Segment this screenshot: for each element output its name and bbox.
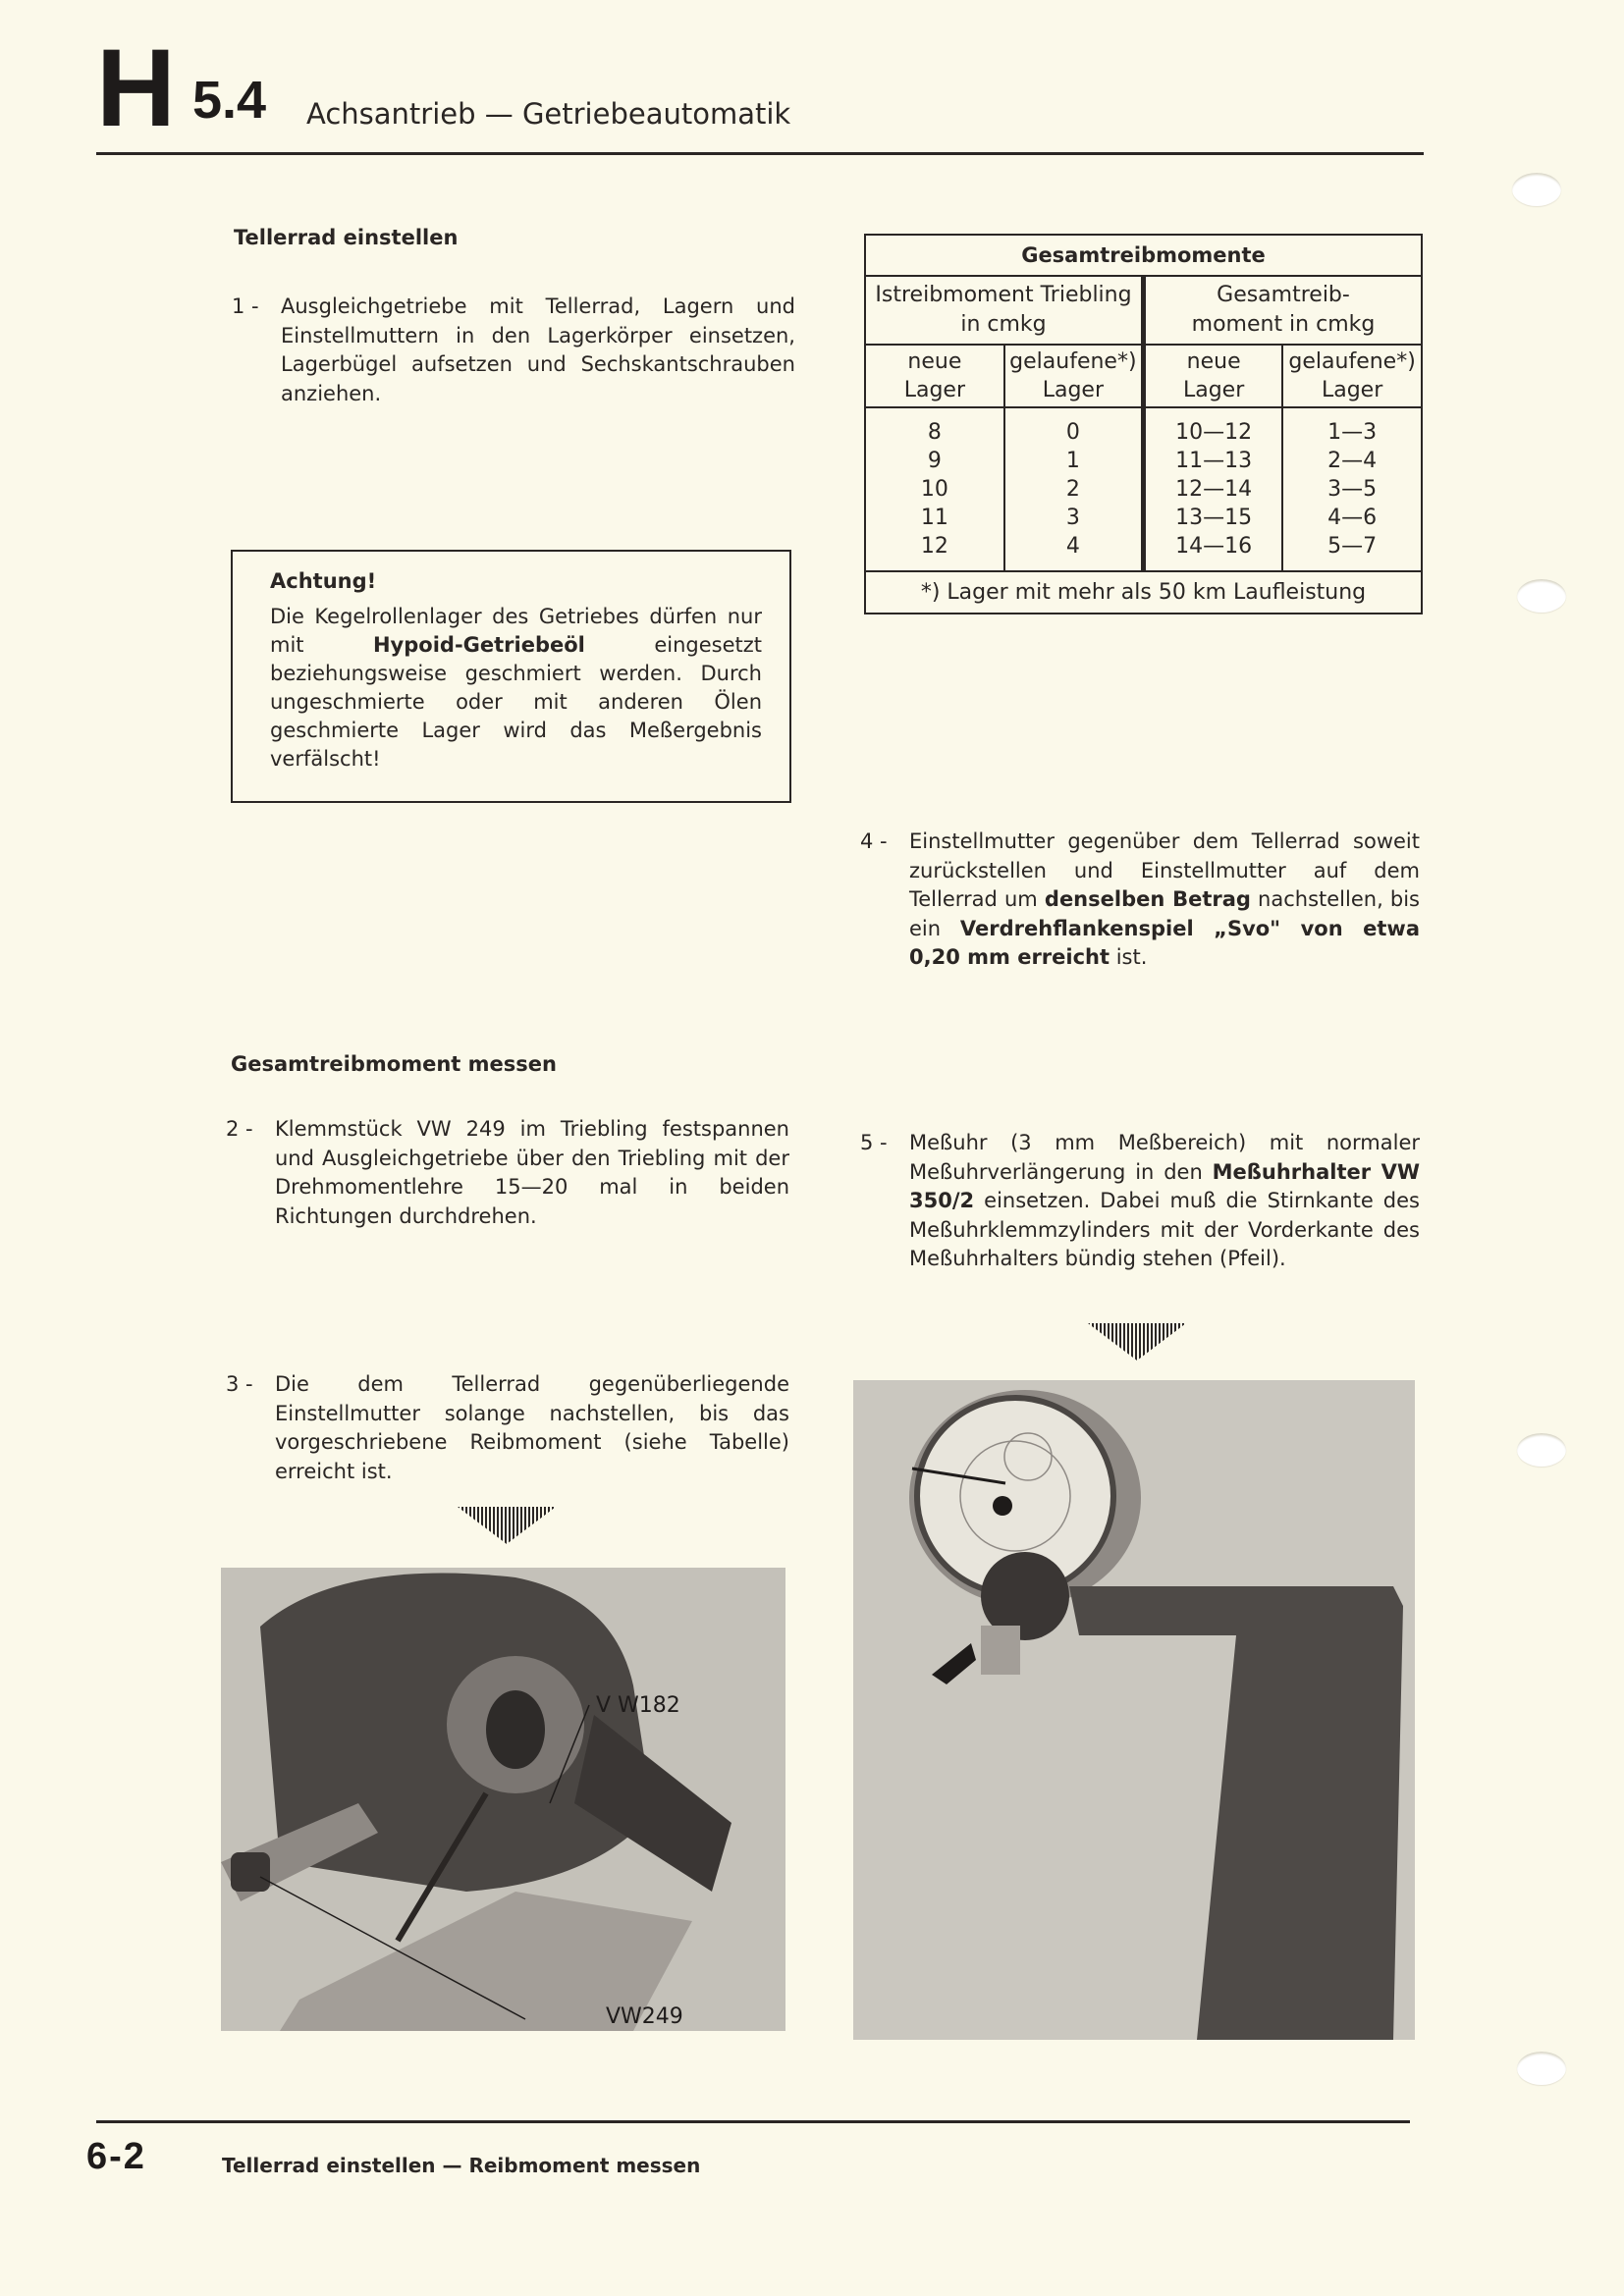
- text-bold: denselben Betrag: [1044, 887, 1251, 911]
- table-cell: 3: [1065, 506, 1080, 530]
- table-cell: 8: [927, 420, 942, 445]
- table-cell: 4—6: [1327, 506, 1378, 530]
- step-number: 1 -: [232, 294, 259, 318]
- step-text: [909, 828, 1420, 973]
- table-sub-header: gelaufene*) Lager: [1282, 345, 1422, 407]
- step-number: 4 -: [860, 829, 888, 853]
- table-footnote: *) Lager mit mehr als 50 km Laufleistung: [865, 571, 1422, 614]
- torque-table: [864, 234, 1423, 614]
- table-title: Gesamtreibmomente: [865, 235, 1422, 276]
- table-sub-header: gelaufene*) Lager: [1004, 345, 1144, 407]
- step-3: [226, 1370, 789, 1486]
- warning-text-bold: Hypoid-Getriebeöl: [372, 633, 585, 657]
- table-cell: 4: [1065, 534, 1080, 559]
- binder-hole: [1512, 173, 1561, 206]
- text-part: ist.: [1110, 945, 1148, 969]
- header-rule: [96, 152, 1424, 155]
- photo-dial-gauge: [853, 1380, 1415, 2040]
- section-number: 5.4: [192, 71, 267, 130]
- step-text: [909, 1129, 1420, 1274]
- table-cell: 0: [1065, 420, 1080, 445]
- differential-illustration: [221, 1568, 785, 2031]
- table-cell: 10—12: [1175, 420, 1253, 445]
- table-cell: 2: [1065, 477, 1080, 502]
- page-title: Achsantrieb — Getriebeautomatik: [306, 97, 791, 131]
- table-cell: 11—13: [1175, 449, 1253, 473]
- photo-differential: [221, 1568, 785, 2031]
- table-cell: 1—3: [1327, 420, 1378, 445]
- warning-text: [270, 603, 762, 774]
- warning-text-part: eingesetzt beziehungsweise geschmiert werden. Durch ungeschmierte oder mit anderen Ölen geschmierte Lager wird das Meßergebnis verfälscht!: [270, 633, 762, 771]
- step-number: 2 -: [226, 1117, 253, 1141]
- warning-text-part: Die Kegelrollenlager des Getriebes dürfen nur mit: [270, 605, 762, 657]
- down-pointer-icon: [458, 1507, 556, 1546]
- callout-vw182: V W182: [596, 1693, 680, 1718]
- warning-box: [231, 550, 791, 803]
- step-text: Klemmstück VW 249 im Triebling festspannen und Ausgleichgetriebe über den Triebling mit der Drehmomentlehre 15—20 mal in beiden Richtungen durchdrehen.: [275, 1117, 789, 1228]
- callout-vw249: VW249: [606, 2004, 683, 2029]
- text-part: einsetzen. Dabei muß die Stirnkante des Meßuhrklemmzylinders mit der Vorderkante des Meßuhrhalters bündig stehen (Pfeil).: [909, 1189, 1420, 1270]
- table-group-header: Gesamtreib- moment in cmkg: [1144, 276, 1423, 345]
- table-cell: 12: [920, 534, 948, 559]
- table-sub-header: neue Lager: [1144, 345, 1283, 407]
- table-col-new-istreib: [865, 407, 1004, 571]
- table-cell: 11: [920, 506, 948, 530]
- step-4: [860, 828, 1420, 973]
- table-col-used-gesamt: [1282, 407, 1422, 571]
- footer-rule: [96, 2120, 1410, 2123]
- table-cell: 3—5: [1327, 477, 1378, 502]
- table-group-header: Istreibmoment Triebling in cmkg: [865, 276, 1144, 345]
- step-text: Die dem Tellerrad gegenüberliegende Einstellmutter solange nachstellen, bis das vorgeschriebene Reibmoment (siehe Tabelle) erreicht ist.: [275, 1372, 789, 1483]
- step-number: 5 -: [860, 1131, 888, 1154]
- table-cell: 13—15: [1175, 506, 1253, 530]
- down-pointer-icon: [1088, 1323, 1186, 1362]
- step-5: [860, 1129, 1420, 1274]
- text-bold: Meßuhrhalter VW 350/2: [909, 1159, 1421, 1212]
- step-number: 3 -: [226, 1372, 253, 1396]
- table-sub-header: neue Lager: [865, 345, 1004, 407]
- step-text: Ausgleichgetriebe mit Tellerrad, Lagern und Einstellmuttern in den Lagerkörper einsetzen, Lagerbügel aufsetzen und Sechskantschrauben anziehen.: [281, 294, 795, 405]
- table-cell: 2—4: [1327, 449, 1378, 473]
- text-part: Meßuhr (3 mm Meßbereich) mit normaler Meßuhrverlängerung in den: [909, 1131, 1420, 1184]
- warning-title: Achtung!: [270, 569, 377, 593]
- footer-title: Tellerrad einstellen — Reibmoment messen: [222, 2154, 701, 2177]
- table-cell: 14—16: [1175, 534, 1253, 559]
- dial-gauge-illustration: [853, 1380, 1415, 2040]
- table-col-new-gesamt: [1144, 407, 1283, 571]
- binder-hole: [1517, 2052, 1566, 2085]
- table-cell: 5—7: [1327, 534, 1378, 559]
- step-2: [226, 1115, 789, 1231]
- table-cell: 10: [920, 477, 948, 502]
- text-part: nachstellen, bis ein: [909, 887, 1420, 940]
- section-title-tellerrad: Tellerrad einstellen: [234, 226, 459, 249]
- binder-hole: [1517, 579, 1566, 613]
- text-bold: Verdrehflankenspiel „Svo" von etwa 0,20 mm erreicht: [909, 916, 1420, 969]
- table-body: [865, 407, 1422, 571]
- section-title-gesamtreibmoment: Gesamtreibmoment messen: [231, 1052, 557, 1076]
- table-col-used-istreib: [1004, 407, 1144, 571]
- table-cell: 9: [927, 449, 942, 473]
- table-cell: 12—14: [1175, 477, 1253, 502]
- chapter-letter: H: [96, 27, 174, 149]
- page-number: 6-2: [86, 2136, 146, 2177]
- step-1: [232, 293, 795, 408]
- text-part: Einstellmutter gegenüber dem Tellerrad soweit zurückstellen und Einstellmutter auf dem Tellerrad um: [909, 829, 1420, 911]
- binder-hole: [1517, 1433, 1566, 1467]
- table-cell: 1: [1065, 449, 1080, 473]
